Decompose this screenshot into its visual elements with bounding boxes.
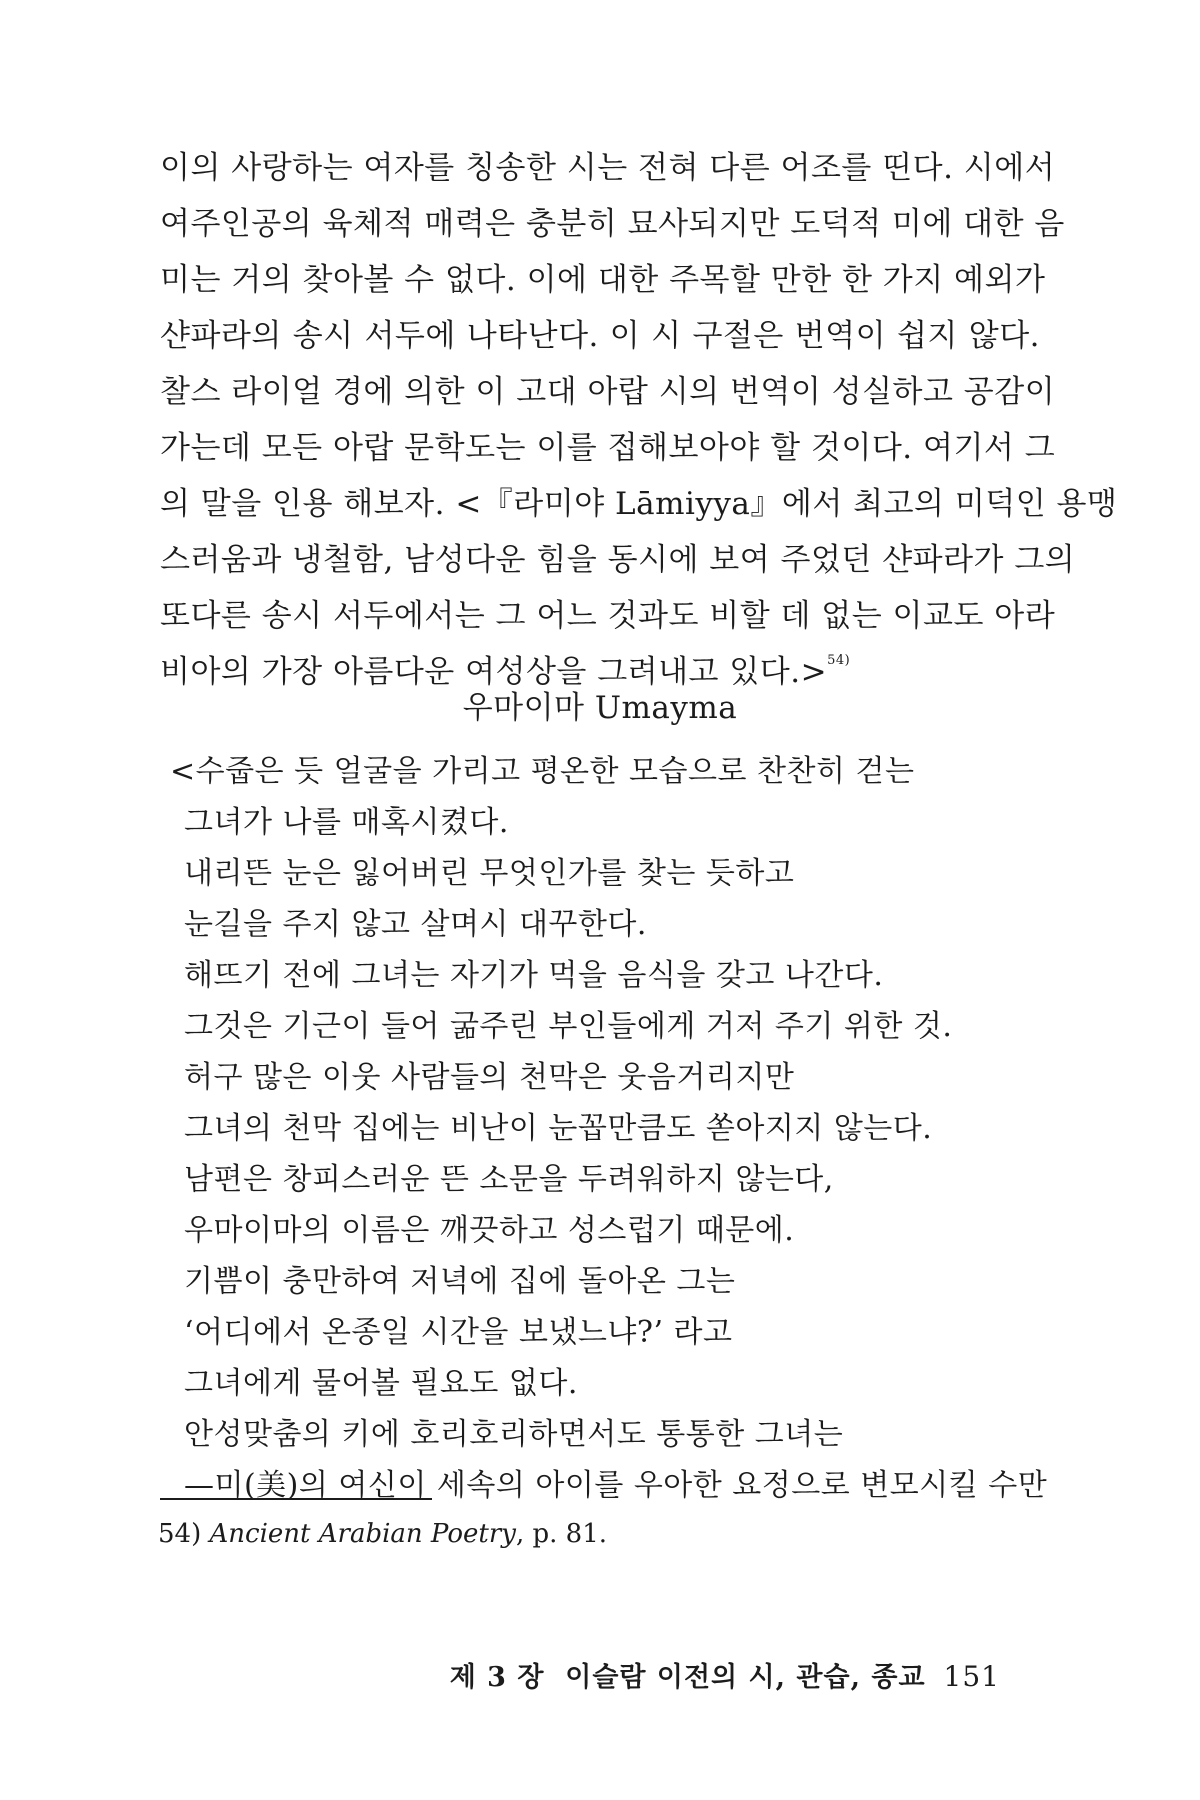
poem-body <box>170 746 1050 1511</box>
poem-line: 해뜨기 전에 그녀는 자기가 먹을 음식을 갖고 나간다. <box>184 958 884 993</box>
paragraph-line: 가는데 모든 아랍 문학도는 이를 접해보아야 할 것이다. 여기서 그 <box>160 430 1056 466</box>
footnote-reference[interactable]: 54) <box>827 653 851 668</box>
poem-line: <수줍은 듯 얼굴을 가리고 평온한 모습으로 찬찬히 걷는 <box>170 754 915 789</box>
poem-line: 기쁨이 충만하여 저녁에 집에 돌아온 그는 <box>184 1264 736 1299</box>
footnote-number: 54) <box>158 1519 202 1549</box>
paragraph-line: 또다른 송시 서두에서는 그 어느 것과도 비할 데 없는 이교도 아라 <box>160 598 1056 634</box>
poem-title: 우마이마 Umayma <box>462 690 738 726</box>
paragraph-line: 미는 거의 찾아볼 수 없다. 이에 대한 주목할 만한 한 가지 예외가 <box>160 262 1046 298</box>
paragraph-line: 샨파라의 송시 서두에 나타난다. 이 시 구절은 번역이 쉽지 않다. <box>160 318 1040 354</box>
poem-line: 눈길을 주지 않고 살며시 대꾸한다. <box>184 907 647 942</box>
poem-line: 그녀가 나를 매혹시켰다. <box>184 805 509 840</box>
paragraph-line: 여주인공의 육체적 매력은 충분히 묘사되지만 도덕적 미에 대한 음 <box>160 206 1065 242</box>
poem-line: ‘어디에서 온종일 시간을 보냈느냐?’ 라고 <box>184 1315 733 1350</box>
paragraph-line: 찰스 라이얼 경에 의한 이 고대 아랍 시의 번역이 성실하고 공감이 <box>160 374 1056 410</box>
poem-line: 내리뜬 눈은 잃어버린 무엇인가를 찾는 듯하고 <box>184 856 795 891</box>
poem-line: 허구 많은 이웃 사람들의 천막은 웃음거리지만 <box>184 1060 795 1095</box>
page-number: 151 <box>943 1660 1000 1693</box>
poem-line: 안성맞춤의 키에 호리호리하면서도 통통한 그녀는 <box>184 1417 844 1452</box>
running-footer <box>450 1657 1000 1698</box>
poem-line: 그것은 기근이 들어 굶주린 부인들에게 거저 주기 위한 것. <box>184 1009 953 1044</box>
poem-line: 그녀의 천막 집에는 비난이 눈꼽만큼도 쏟아지지 않는다. <box>184 1111 933 1146</box>
footnote-source-title: Ancient Arabian Poetry <box>209 1519 516 1549</box>
footnote-page: , p. 81. <box>515 1519 608 1549</box>
poem-line: —미(美)의 여신이 세속의 아이를 우아한 요정으로 변모시킬 수만 <box>184 1468 1048 1503</box>
chapter-title: 제 3 장 이슬람 이전의 시, 관습, 종교 <box>449 1662 926 1693</box>
paragraph-line: 의 말을 인용 해보자. <『라미야 Lāmiyya』에서 최고의 미덕인 용맹 <box>160 486 1118 522</box>
poem-line: 남편은 창피스러운 뜬 소문을 두려워하지 않는다, <box>184 1162 834 1197</box>
poem-line: 그녀에게 물어볼 필요도 없다. <box>184 1366 578 1401</box>
paragraph-line-text: 비아의 가장 아름다운 여성상을 그려내고 있다.> <box>160 654 828 690</box>
body-paragraph <box>160 140 1118 700</box>
paragraph-line: 이의 사랑하는 여자를 칭송한 시는 전혀 다른 어조를 띤다. 시에서 <box>160 150 1056 186</box>
paragraph-line: 스러움과 냉철함, 남성다운 힘을 동시에 보여 주었던 샨파라가 그의 <box>160 542 1076 578</box>
poem-line: 우마이마의 이름은 깨끗하고 성스럽기 때문에. <box>184 1213 795 1248</box>
footnote <box>158 1514 607 1554</box>
footnote-divider <box>160 1498 432 1500</box>
